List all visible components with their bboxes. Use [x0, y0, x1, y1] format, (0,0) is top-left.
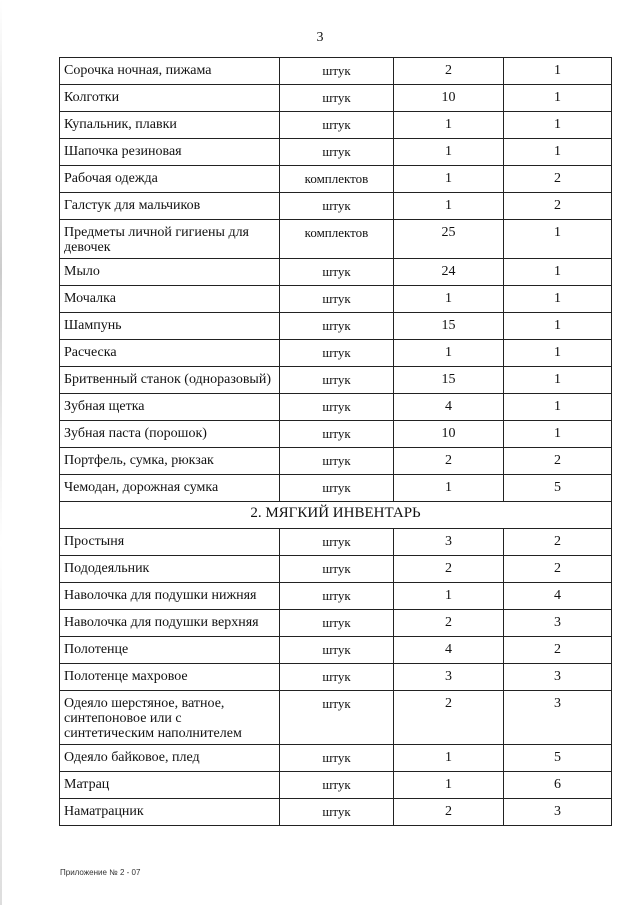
- quantity-cell: 1: [394, 286, 504, 313]
- quantity-cell: 1: [394, 193, 504, 220]
- item-name-cell: Галстук для мальчиков: [60, 193, 280, 220]
- table-body-items: [60, 58, 612, 502]
- quantity-cell: 10: [394, 421, 504, 448]
- unit-cell: штук: [280, 799, 394, 826]
- table-row: [60, 745, 612, 772]
- quantity-cell: 2: [394, 691, 504, 745]
- term-cell: 1: [504, 58, 612, 85]
- unit-cell: штук: [280, 139, 394, 166]
- table-section: [60, 502, 612, 529]
- table-row: [60, 220, 612, 259]
- unit-cell: штук: [280, 475, 394, 502]
- unit-cell: штук: [280, 313, 394, 340]
- table-row: [60, 772, 612, 799]
- table-row: [60, 583, 612, 610]
- table-row: [60, 529, 612, 556]
- term-cell: 3: [504, 664, 612, 691]
- term-cell: 3: [504, 610, 612, 637]
- quantity-cell: 2: [394, 610, 504, 637]
- unit-cell: штук: [280, 259, 394, 286]
- unit-cell: штук: [280, 286, 394, 313]
- item-name-cell: Одеяло шерстяное, ватное, синтепоновое или с синтетическим наполнителем: [60, 691, 280, 745]
- item-name-cell: Портфель, сумка, рюкзак: [60, 448, 280, 475]
- unit-cell: штук: [280, 58, 394, 85]
- unit-cell: штук: [280, 772, 394, 799]
- term-cell: 2: [504, 556, 612, 583]
- table-row: [60, 448, 612, 475]
- table-body-soft-inventory: [60, 529, 612, 826]
- term-cell: 1: [504, 259, 612, 286]
- item-name-cell: Предметы личной гигиены для девочек: [60, 220, 280, 259]
- unit-cell: штук: [280, 421, 394, 448]
- quantity-cell: 3: [394, 664, 504, 691]
- quantity-cell: 2: [394, 448, 504, 475]
- item-name-cell: Полотенце махровое: [60, 664, 280, 691]
- term-cell: 2: [504, 529, 612, 556]
- section-title: 2. МЯГКИЙ ИНВЕНТАРЬ: [60, 502, 612, 529]
- table-row: [60, 340, 612, 367]
- term-cell: 1: [504, 340, 612, 367]
- quantity-cell: 25: [394, 220, 504, 259]
- item-name-cell: Рабочая одежда: [60, 166, 280, 193]
- item-name-cell: Полотенце: [60, 637, 280, 664]
- table-row: [60, 475, 612, 502]
- table-row: [60, 637, 612, 664]
- table-row: [60, 166, 612, 193]
- table-row: [60, 139, 612, 166]
- section-row: [60, 502, 612, 529]
- item-name-cell: Наматрацник: [60, 799, 280, 826]
- table-row: [60, 799, 612, 826]
- item-name-cell: Расческа: [60, 340, 280, 367]
- table-row: [60, 112, 612, 139]
- unit-cell: штук: [280, 340, 394, 367]
- term-cell: 2: [504, 193, 612, 220]
- term-cell: 6: [504, 772, 612, 799]
- quantity-cell: 2: [394, 58, 504, 85]
- unit-cell: штук: [280, 193, 394, 220]
- table-row: [60, 85, 612, 112]
- term-cell: 5: [504, 745, 612, 772]
- term-cell: 3: [504, 799, 612, 826]
- term-cell: 1: [504, 367, 612, 394]
- norms-table: [59, 57, 612, 826]
- item-name-cell: Бритвенный станок (одноразовый): [60, 367, 280, 394]
- item-name-cell: Наволочка для подушки верхняя: [60, 610, 280, 637]
- table-row: [60, 610, 612, 637]
- term-cell: 1: [504, 112, 612, 139]
- unit-cell: штук: [280, 556, 394, 583]
- quantity-cell: 3: [394, 529, 504, 556]
- term-cell: 1: [504, 313, 612, 340]
- term-cell: 1: [504, 220, 612, 259]
- item-name-cell: Шапочка резиновая: [60, 139, 280, 166]
- item-name-cell: Шампунь: [60, 313, 280, 340]
- quantity-cell: 1: [394, 583, 504, 610]
- page-number: 3: [316, 30, 324, 45]
- quantity-cell: 10: [394, 85, 504, 112]
- term-cell: 1: [504, 421, 612, 448]
- term-cell: 2: [504, 448, 612, 475]
- unit-cell: штук: [280, 448, 394, 475]
- quantity-cell: 1: [394, 340, 504, 367]
- quantity-cell: 15: [394, 313, 504, 340]
- term-cell: 1: [504, 286, 612, 313]
- unit-cell: штук: [280, 637, 394, 664]
- quantity-cell: 15: [394, 367, 504, 394]
- term-cell: 2: [504, 637, 612, 664]
- unit-cell: штук: [280, 583, 394, 610]
- quantity-cell: 24: [394, 259, 504, 286]
- term-cell: 1: [504, 85, 612, 112]
- unit-cell: штук: [280, 745, 394, 772]
- term-cell: 3: [504, 691, 612, 745]
- footer-note: Приложение № 2 - 07: [60, 868, 141, 877]
- unit-cell: штук: [280, 610, 394, 637]
- unit-cell: штук: [280, 664, 394, 691]
- scan-edge: [0, 0, 2, 905]
- table-row: [60, 394, 612, 421]
- item-name-cell: Одеяло байковое, плед: [60, 745, 280, 772]
- quantity-cell: 2: [394, 799, 504, 826]
- quantity-cell: 1: [394, 112, 504, 139]
- item-name-cell: Мыло: [60, 259, 280, 286]
- quantity-cell: 1: [394, 139, 504, 166]
- unit-cell: штук: [280, 112, 394, 139]
- unit-cell: штук: [280, 529, 394, 556]
- quantity-cell: 4: [394, 394, 504, 421]
- table-row: [60, 58, 612, 85]
- quantity-cell: 1: [394, 772, 504, 799]
- item-name-cell: Купальник, плавки: [60, 112, 280, 139]
- item-name-cell: Мочалка: [60, 286, 280, 313]
- table-row: [60, 193, 612, 220]
- table-row: [60, 691, 612, 745]
- unit-cell: штук: [280, 367, 394, 394]
- quantity-cell: 4: [394, 637, 504, 664]
- term-cell: 1: [504, 139, 612, 166]
- term-cell: 2: [504, 166, 612, 193]
- item-name-cell: Простыня: [60, 529, 280, 556]
- unit-cell: штук: [280, 394, 394, 421]
- item-name-cell: Колготки: [60, 85, 280, 112]
- unit-cell: комплектов: [280, 166, 394, 193]
- item-name-cell: Матрац: [60, 772, 280, 799]
- quantity-cell: 1: [394, 166, 504, 193]
- table-row: [60, 259, 612, 286]
- item-name-cell: Зубная паста (порошок): [60, 421, 280, 448]
- item-name-cell: Пододеяльник: [60, 556, 280, 583]
- unit-cell: штук: [280, 85, 394, 112]
- unit-cell: штук: [280, 691, 394, 745]
- table-row: [60, 421, 612, 448]
- term-cell: 4: [504, 583, 612, 610]
- quantity-cell: 1: [394, 745, 504, 772]
- table-row: [60, 313, 612, 340]
- item-name-cell: Наволочка для подушки нижняя: [60, 583, 280, 610]
- term-cell: 1: [504, 394, 612, 421]
- item-name-cell: Зубная щетка: [60, 394, 280, 421]
- table-row: [60, 556, 612, 583]
- item-name-cell: Чемодан, дорожная сумка: [60, 475, 280, 502]
- item-name-cell: Сорочка ночная, пижама: [60, 58, 280, 85]
- table-row: [60, 367, 612, 394]
- quantity-cell: 1: [394, 475, 504, 502]
- table-row: [60, 286, 612, 313]
- table-row: [60, 664, 612, 691]
- quantity-cell: 2: [394, 556, 504, 583]
- unit-cell: комплектов: [280, 220, 394, 259]
- term-cell: 5: [504, 475, 612, 502]
